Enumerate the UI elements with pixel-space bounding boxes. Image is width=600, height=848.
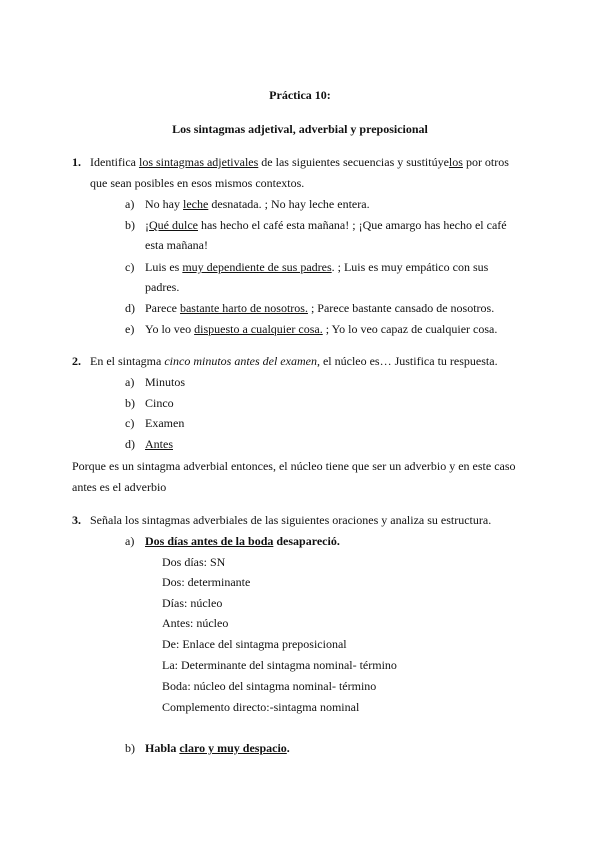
q2-answer-line1: Porque es un sintagma adverbial entonces, el núcleo tiene que ser un adverbio y en este caso — [72, 459, 516, 473]
q2-option-c — [125, 416, 184, 431]
q1-prompt-underline-1: los sintagmas adjetivales — [138, 155, 259, 169]
q1-prompt-line1 — [90, 155, 528, 170]
q3-item-b-underlined: claro y muy despacio — [179, 741, 287, 755]
q1-item-c — [125, 260, 488, 275]
q1-prompt-text-a: Identifica — [90, 155, 139, 169]
q1-item-a-underlined: leche — [183, 197, 209, 211]
q2-option-d — [125, 437, 173, 452]
q1-item-a-label: a) — [125, 197, 135, 211]
q3-item-b — [125, 741, 290, 756]
q2-prompt-italic: cinco minutos antes del examen — [164, 354, 317, 368]
q3-item-a-underlined: Dos días antes de la boda — [145, 534, 274, 548]
q1-item-c-label: c) — [125, 260, 135, 274]
q1-item-d-pre: Parece — [145, 301, 180, 315]
q2-option-a — [125, 375, 185, 390]
q1-item-e-post: ; Yo lo veo capaz de cualquier cosa. — [322, 322, 498, 336]
page-subtitle: Los sintagmas adjetival, adverbial y preposicional — [172, 122, 428, 136]
q1-item-d-post: ; Parece bastante cansado de nosotros. — [307, 301, 495, 315]
q2-option-d-label: d) — [125, 437, 135, 451]
q1-item-c-line2: padres. — [145, 280, 180, 294]
q1-item-b-label: b) — [125, 218, 135, 232]
q1-item-b-line2: esta mañana! — [145, 238, 208, 252]
q3-analysis-4: Antes: núcleo — [162, 616, 229, 630]
q3-item-b-label: b) — [125, 741, 135, 755]
q1-item-c-underlined: muy dependiente de sus padres — [182, 260, 332, 274]
q2-option-a-label: a) — [125, 375, 135, 389]
q3-prompt: Señala los sintagmas adverbiales de las siguientes oraciones y analiza su estructura. — [90, 513, 492, 527]
q3-item-a — [125, 534, 340, 549]
q1-item-d-underlined: bastante harto de nosotros. — [179, 301, 308, 315]
q1-prompt-line2: que sean posibles en esos mismos contextos. — [90, 176, 305, 190]
q2-option-c-text: Examen — [145, 416, 185, 430]
q2-option-b-text: Cinco — [145, 396, 174, 410]
q1-item-e-pre: Yo lo veo — [145, 322, 195, 336]
q3-analysis-3: Días: núcleo — [162, 596, 223, 610]
q1-item-c-pre: Luis es — [145, 260, 183, 274]
q3-item-b-pre: Habla — [145, 741, 180, 755]
q1-item-b-post: has hecho el café esta mañana! ; ¡Que amargo has hecho el café — [197, 218, 507, 232]
q2-prompt-text-b: , el núcleo es… Justifica tu respuesta. — [316, 354, 498, 368]
q3-analysis-6: La: Determinante del sintagma nominal- término — [162, 658, 397, 672]
q1-item-c-post: . ; Luis es muy empático con sus — [331, 260, 489, 274]
q1-item-a-post: desnatada. ; No hay leche entera. — [208, 197, 370, 211]
q1-item-b — [125, 218, 507, 233]
q2-number: 2. — [72, 354, 81, 368]
q1-item-a — [125, 197, 370, 212]
page-title: Práctica 10: — [269, 88, 331, 102]
q3-analysis-2: Dos: determinante — [162, 575, 251, 589]
q1-item-e — [125, 322, 497, 337]
q1-prompt-text-b: de las siguientes secuencias y sustitúye — [258, 155, 449, 169]
q1-item-d-label: d) — [125, 301, 135, 315]
q2-prompt-text-a: En el sintagma — [90, 354, 165, 368]
q1-item-e-underlined: dispuesto a cualquier cosa. — [194, 322, 323, 336]
q2-option-a-text: Minutos — [145, 375, 186, 389]
q2-option-c-label: c) — [125, 416, 135, 430]
q3-analysis-1: Dos días: SN — [162, 555, 226, 569]
q1-number: 1. — [72, 155, 81, 169]
q1-item-e-label: e) — [125, 322, 135, 336]
q1-item-d — [125, 301, 494, 316]
q3-number: 3. — [72, 513, 81, 527]
q3-item-b-post: . — [286, 741, 290, 755]
q2-option-b-label: b) — [125, 396, 135, 410]
q1-item-b-underlined: Qué dulce — [149, 218, 198, 232]
q2-prompt — [90, 354, 498, 369]
q1-prompt-underline-2: los — [448, 155, 463, 169]
q2-answer-line2: antes es el adverbio — [72, 480, 167, 494]
q3-analysis-8: Complemento directo:-sintagma nominal — [162, 700, 360, 714]
q3-item-a-label: a) — [125, 534, 135, 548]
q3-analysis-5: De: Enlace del sintagma preposicional — [162, 637, 347, 651]
q1-item-a-pre: No hay — [145, 197, 183, 211]
q3-analysis-7: Boda: núcleo del sintagma nominal- término — [162, 679, 377, 693]
q1-item-b-pre: ¡ — [145, 218, 149, 232]
q2-option-b — [125, 396, 174, 411]
q2-option-d-text: Antes — [145, 437, 173, 451]
q1-prompt-text-c: por otros — [462, 155, 509, 169]
q3-item-a-post: desapareció. — [273, 534, 340, 548]
